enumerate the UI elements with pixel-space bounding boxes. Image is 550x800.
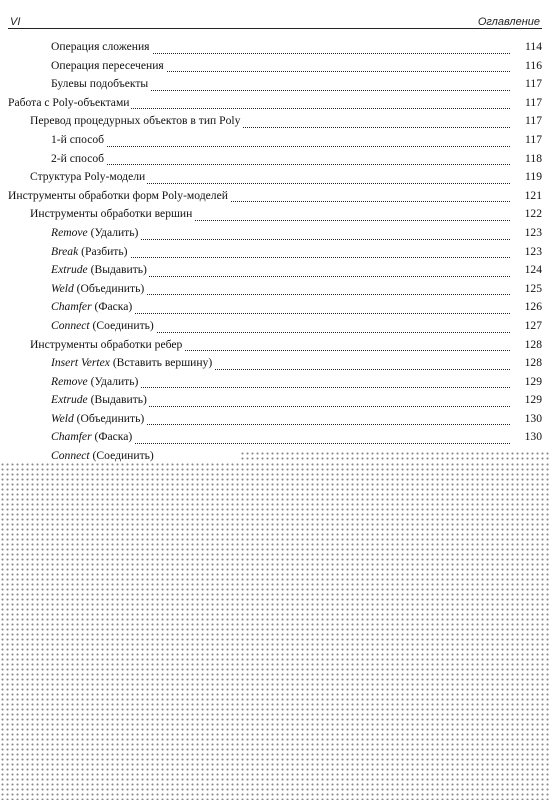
toc-entry-text: Операция пересечения [51, 58, 164, 72]
obscured-region [0, 462, 550, 800]
toc-page-number: 116 [511, 57, 542, 76]
toc-entry[interactable] [8, 336, 542, 355]
toc-page-number: 127 [511, 317, 542, 336]
toc-entry[interactable] [8, 224, 542, 243]
toc-entry-term: Extrude [51, 263, 88, 277]
toc-entry-title [51, 75, 150, 94]
toc-entry-text: Инструменты обработки вершин [30, 207, 193, 221]
toc-entry-title [51, 57, 166, 76]
toc-entry[interactable] [8, 354, 542, 373]
toc-entry-title [51, 373, 140, 392]
toc-page-number: 117 [511, 94, 542, 113]
toc-entry[interactable] [8, 373, 542, 392]
toc-entry-text: Инструменты обработки ребер [30, 337, 183, 351]
toc-page-number: 130 [511, 428, 542, 447]
toc-entry[interactable] [8, 317, 542, 336]
toc-page-number: 130 [511, 410, 542, 429]
toc-page-number: 118 [511, 150, 542, 169]
toc-entry-title [8, 94, 131, 113]
toc-entry-title [30, 112, 242, 131]
dot-leader [51, 150, 512, 166]
toc-entry-text: Инструменты обработки форм Poly-моделей [8, 188, 228, 202]
toc-entry-title [8, 187, 230, 206]
toc-entry-term: Chamfer [51, 300, 92, 314]
toc-entry-term: Break [51, 244, 79, 258]
toc-entry-text: (Объединить) [73, 281, 145, 295]
toc-entry-term: Remove [51, 374, 88, 388]
toc-entry-title [51, 280, 146, 299]
toc-entry-text: (Разбить) [78, 244, 128, 258]
toc-entry-title [51, 261, 149, 280]
toc-entry-text: (Удалить) [87, 225, 139, 239]
obscured-region [240, 451, 550, 462]
toc-page-number: 117 [511, 112, 542, 131]
toc-entry[interactable] [8, 261, 542, 280]
toc-entry-text: (Выдавить) [87, 393, 147, 407]
toc-entry-text: (Соединить) [89, 318, 154, 332]
toc-entry[interactable] [8, 168, 542, 187]
toc-entry[interactable] [8, 112, 542, 131]
toc-page-number: 126 [511, 298, 542, 317]
toc-entry-title [51, 317, 156, 336]
toc-page-number: 124 [511, 261, 542, 280]
toc-entry[interactable] [8, 298, 542, 317]
toc-entry[interactable] [8, 150, 542, 169]
toc-page-number: 129 [511, 391, 542, 410]
toc-entry[interactable] [8, 187, 542, 206]
dot-leader [51, 131, 512, 147]
toc-entry-text: (Соединить) [89, 449, 154, 463]
toc-entry-title [30, 205, 194, 224]
toc-page-number: 129 [511, 373, 542, 392]
toc-entry[interactable] [8, 205, 542, 224]
toc-entry-title [51, 243, 130, 262]
toc-entry-title [51, 391, 149, 410]
toc-entry-term: Chamfer [51, 430, 92, 444]
toc-entry[interactable] [8, 280, 542, 299]
toc-entry-term: Extrude [51, 393, 88, 407]
toc-entry-text: Работа с Poly-объектами [8, 95, 130, 109]
toc-entry-term: Remove [51, 225, 88, 239]
toc-entry-title [51, 150, 106, 169]
toc-entry[interactable] [8, 75, 542, 94]
toc-entry-text: Булевы подобъекты [51, 77, 149, 91]
toc-entry[interactable] [8, 428, 542, 447]
toc-entry-title [51, 224, 140, 243]
toc-entry[interactable] [8, 391, 542, 410]
page-number: VI [10, 16, 21, 28]
toc-entry-text: (Выдавить) [87, 263, 147, 277]
toc-entry-title [51, 428, 134, 447]
toc-page-number: 114 [511, 38, 542, 57]
toc-entry-term: Connect [51, 449, 90, 463]
toc-entry[interactable] [8, 57, 542, 76]
toc-page-number: 123 [511, 224, 542, 243]
toc-page-number: 121 [511, 187, 542, 206]
toc-page-number: 125 [511, 280, 542, 299]
toc-entry-term: Weld [51, 411, 74, 425]
toc-page-number: 117 [511, 75, 542, 94]
toc-entry[interactable] [8, 131, 542, 150]
toc-entry[interactable] [8, 243, 542, 262]
toc-entry-text: Операция сложения [51, 40, 150, 53]
section-title: Оглавление [477, 16, 540, 28]
toc-entry-title [51, 298, 134, 317]
toc-entry-text: (Фаска) [91, 430, 133, 444]
toc-entry-text: 2-й способ [51, 151, 105, 165]
toc-entry-title [30, 168, 147, 187]
toc-entry-text: 1-й способ [51, 132, 105, 146]
toc-page-number: 123 [511, 243, 542, 262]
toc-page-number: 122 [511, 205, 542, 224]
toc-entry-text: Перевод процедурных объектов в тип Poly [30, 114, 241, 128]
toc-entry-text: Структура Poly-модели [30, 170, 146, 184]
page-header [8, 10, 542, 29]
toc-entry-text: (Объединить) [73, 411, 145, 425]
toc-entry[interactable] [8, 94, 542, 113]
toc-entry-text: (Вставить вершину) [109, 356, 213, 370]
toc-entry-term: Weld [51, 281, 74, 295]
toc-entry-term: Insert Vertex [51, 356, 110, 370]
toc-page-number: 117 [511, 131, 542, 150]
toc-entry-text: (Удалить) [87, 374, 139, 388]
toc-page-number: 119 [511, 168, 542, 187]
toc-page-number: 128 [511, 354, 542, 373]
toc-entry-text: (Фаска) [91, 300, 133, 314]
toc-entry[interactable] [8, 38, 542, 57]
toc-page-number: 128 [511, 336, 542, 355]
toc-entry[interactable] [8, 410, 542, 429]
table-of-contents [8, 38, 542, 466]
toc-entry-term: Connect [51, 318, 90, 332]
toc-entry-title [30, 336, 184, 355]
toc-entry-title [51, 38, 152, 57]
toc-entry-title [51, 131, 106, 150]
toc-entry-title [51, 354, 214, 373]
toc-entry-title [51, 410, 146, 429]
